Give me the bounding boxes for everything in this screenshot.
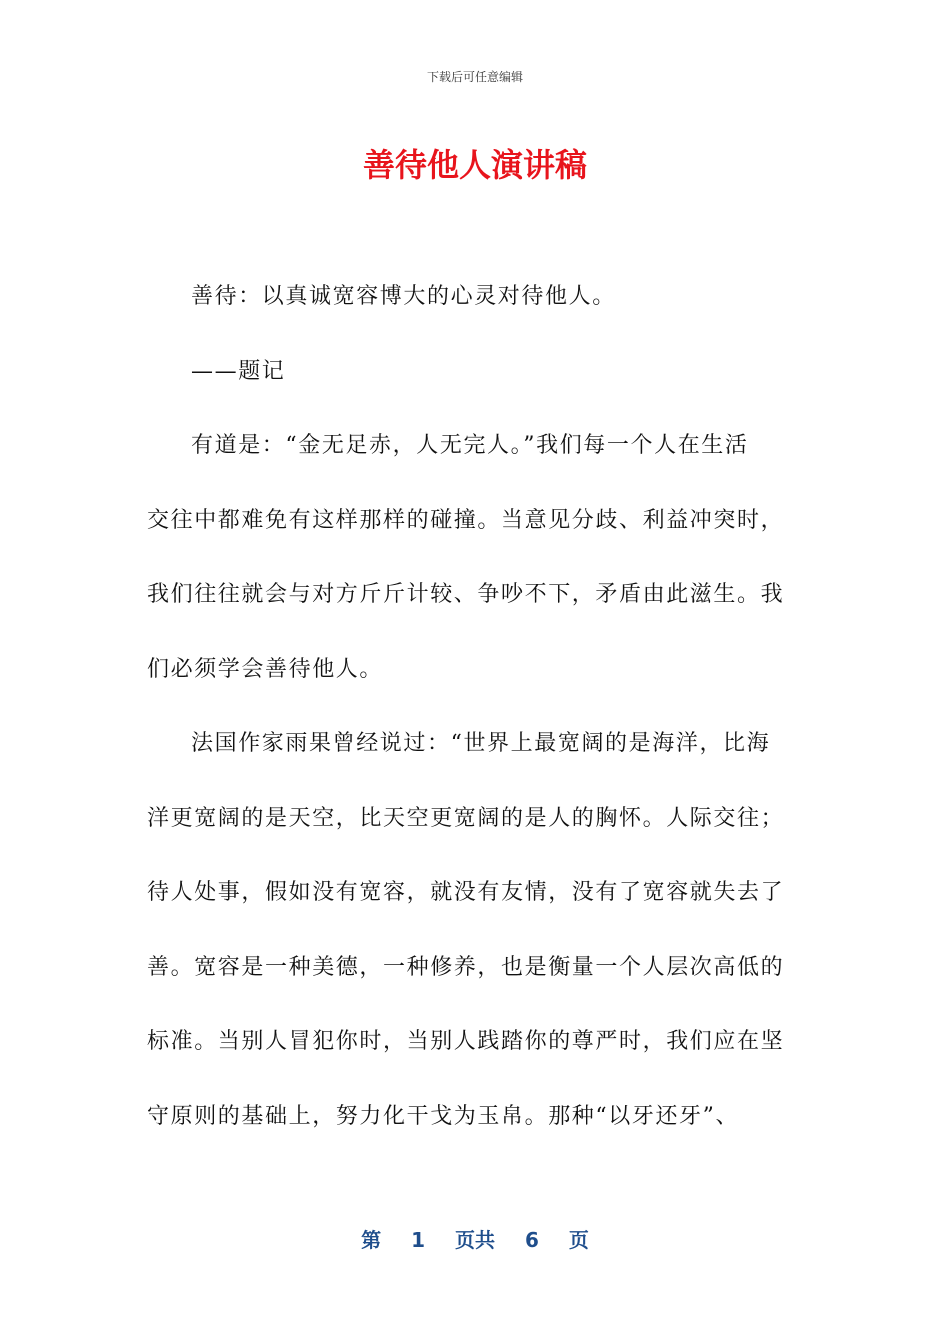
- body-line-3: 有道是：“金无足赤，人无完人。”我们每一个人在生活: [191, 433, 749, 458]
- page-prefix: 第: [361, 1228, 382, 1252]
- body-line-2: ——题记: [191, 358, 286, 384]
- body-line-4: 交往中都难免有这样那样的碰撞。当意见分歧、利益冲突时，: [147, 507, 785, 533]
- page-number: 1: [411, 1228, 425, 1252]
- body-line-1: 善待：以真诚宽容博大的心灵对待他人。: [191, 284, 616, 309]
- body-line-9: 待人处事，假如没有宽容，就没有友情，没有了宽容就失去了: [147, 880, 785, 905]
- page-footer: [0, 1224, 950, 1253]
- body-line-5: 我们往往就会与对方斤斤计较、争吵不下，矛盾由此滋生。我: [147, 582, 785, 607]
- page-mid: 页共: [455, 1228, 495, 1252]
- body-line-11: 标准。当别人冒犯你时，当别人践踏你的尊严时，我们应在坚: [147, 1029, 785, 1054]
- body-line-10: 善。宽容是一种美德，一种修养，也是衡量一个人层次高低的: [147, 954, 785, 980]
- document-body: [147, 260, 797, 1154]
- page-total: 6: [525, 1228, 539, 1252]
- body-line-7: 法国作家雨果曾经说过：“世界上最宽阔的是海洋，比海: [191, 731, 771, 756]
- body-line-12: 守原则的基础上，努力化干戈为玉帛。那种“以牙还牙”、: [147, 1103, 740, 1129]
- body-line-6: 们必须学会善待他人。: [147, 656, 384, 682]
- body-line-8: 洋更宽阔的是天空，比天空更宽阔的是人的胸怀。人际交往；: [147, 805, 785, 831]
- document-title: 善待他人演讲稿: [362, 146, 587, 184]
- page-suffix: 页: [568, 1228, 589, 1252]
- header-note: 下载后可任意编辑: [426, 70, 523, 84]
